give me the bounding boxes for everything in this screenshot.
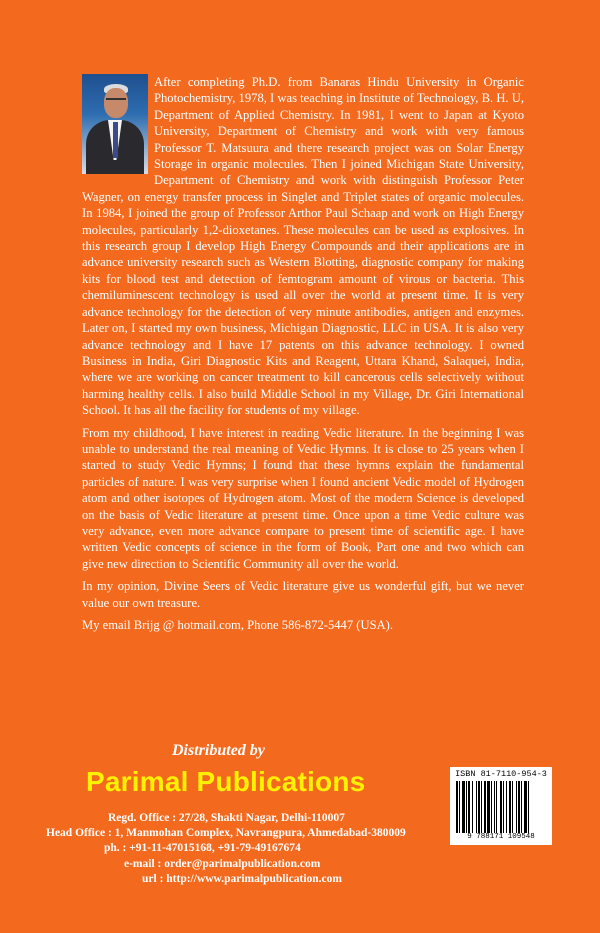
bio-paragraph-2: From my childhood, I have interest in reading Vedic literature. In the beginning I was unable to understand the real meaning of Vedic Hymns. It is close to 25 years when I started to study Vedic Hymns; I found that these hymns explain the fundamental particles of nature. I was very surprise when I found ancient Vedic model of Hydrogen atom and other isotopes of Hydrogen atom. Most of the modern Science is developed on the basis of Vedic literature at present time. Once upon a time Vedic culture was very advance, even more advance compare to present time of scientific age. I have written Vedic concepts of science in the form of Book, Part one and two which can give new direction to Scientific Community all over the world.	[82, 425, 524, 571]
publisher-name: Parimal Publications	[86, 766, 366, 797]
contact-line: My email Brijg @ hotmail.com, Phone 586-872-5447 (USA).	[82, 618, 394, 632]
bio-paragraph-1	[82, 74, 524, 419]
website-url: url : http://www.parimalpublication.com	[142, 873, 342, 885]
email-address: e-mail : order@parimalpublication.com	[124, 858, 321, 870]
author-photo	[82, 74, 148, 174]
isbn-barcode	[450, 767, 552, 845]
regd-office: Regd. Office : 27/28, Shakti Nagar, Delhi-110007	[108, 812, 345, 824]
barcode-bars-icon	[456, 781, 546, 833]
isbn-label: ISBN 81-7110-954-3	[455, 769, 547, 779]
head-office: Head Office : 1, Manmohan Complex, Navrangpura, Ahmedabad-380009	[46, 827, 406, 839]
barcode-number: 9 788171 109548	[467, 833, 535, 841]
author-bio	[82, 74, 524, 639]
phone-numbers: ph. : +91-11-47015168, +91-79-49167674	[104, 842, 301, 854]
bio-paragraph-3: In my opinion, Divine Seers of Vedic literature give us wonderful gift, but we never value our own treasure.	[82, 579, 524, 610]
bio-paragraph-1-text: After completing Ph.D. from Banaras Hindu University in Organic Photochemistry, 1978, I was teaching in Institute of Technology, B. H. U, Department of Applied Chemistry. In 1981, I went to Japan at Kyoto University, Department of Chemistry and work with very famous Professor T. Matsuura and there research project was on Solar Energy Storage in organic molecules. Then I joined Michigan State University, Department of Chemistry and work with distinguish Professor Peter Wagner, on energy transfer process in Singlet and Triplet states of organic molecules. In 1984, I joined the group of Professor Arthor Paul Schaap and work on High Energy molecules, particularly 1,2-dioxetanes. These molecules can be used as explosives. In this research group I develop High Energy Compounds and their applications are in advance university research such as Western Blotting, diagnostic company for making kits for blood test and detection of femtogram amount of virous or bacteria. This chemiluminescent technology is used all over the world at present time. It is very advance technology for the detection of very minute antibodies, antigen and enzymes. Later on, I started my own business, Michigan Diagnostic, LLC in USA. It is also very advance technology and I have 17 patents on this advance technology. I owned Business in India, Giri Diagnostic Kits and Reagent, Uttara Khand, Salaquei, India, where we are working on cancer treatment to kill cancerous cells selectively without harming healthy cells. I also build Middle School in my Village, Dr. Giri International School. It has all the facility for students of my village.	[82, 75, 524, 418]
distributed-by-label: Distributed by	[172, 742, 265, 759]
